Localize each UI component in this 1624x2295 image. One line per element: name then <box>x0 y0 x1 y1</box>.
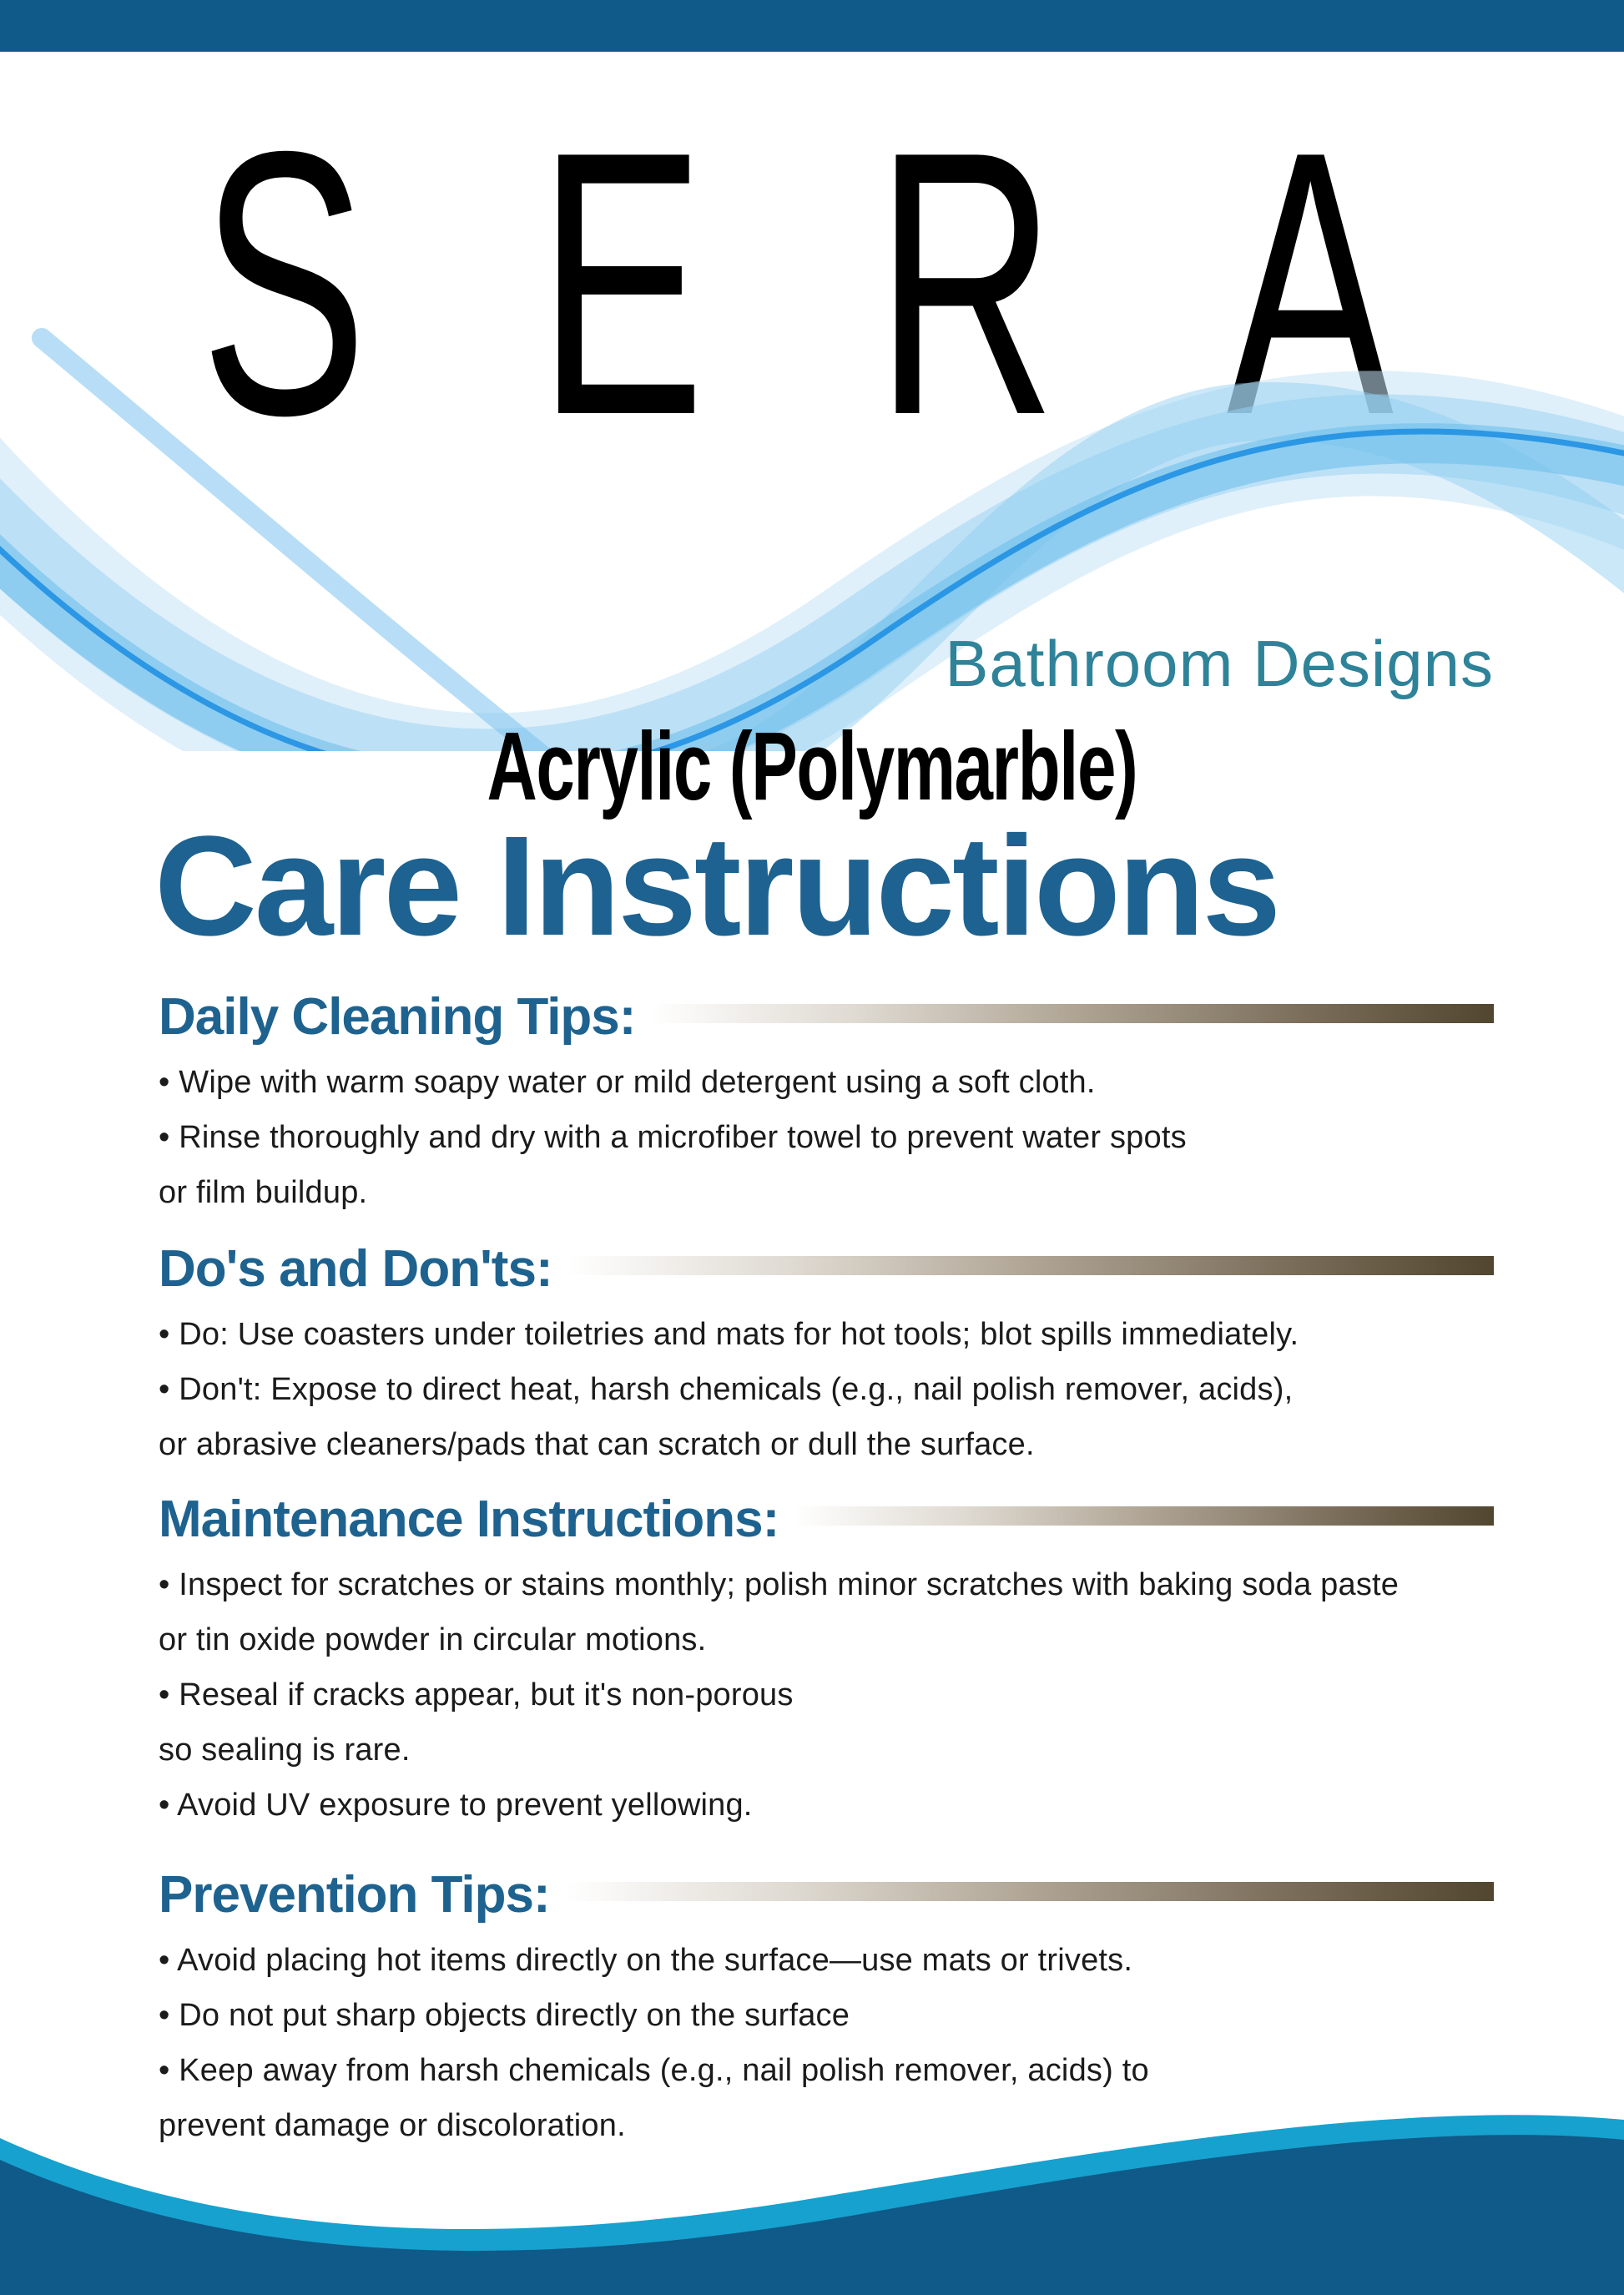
section-heading: Prevention Tips: <box>159 1866 550 1924</box>
section-dos-and-donts <box>159 1238 1577 1472</box>
bullet-line: • Avoid UV exposure to prevent yellowing. <box>159 1788 753 1823</box>
bullet-list <box>159 1307 1577 1472</box>
bullet-line: or abrasive cleaners/pads that can scratch or dull the surface. <box>159 1427 1035 1462</box>
section-heading-row <box>159 1489 1494 1551</box>
section-daily-cleaning-tips <box>159 986 1577 1220</box>
bullet-list <box>159 1557 1577 1833</box>
section-heading: Do's and Don'ts: <box>159 1240 552 1298</box>
bullet-line: • Wipe with warm soapy water or mild detergent using a soft cloth. <box>159 1065 1096 1100</box>
heading-underline-bar <box>794 1506 1494 1526</box>
top-accent-bar <box>0 0 1624 52</box>
page-title: Care Instructions <box>154 807 1279 966</box>
logo-letter: R <box>875 73 1057 493</box>
brand-logo <box>200 73 1394 493</box>
logo-letter: E <box>537 73 705 493</box>
brand-tagline: Bathroom Designs <box>945 627 1494 700</box>
wave-strand-left <box>42 338 843 751</box>
bullet-line: or film buildup. <box>159 1175 368 1210</box>
bullet-line: • Do: Use coasters under toiletries and mats for hot tools; blot spills immediately. <box>159 1317 1299 1352</box>
bullet-line: so sealing is rare. <box>159 1733 411 1768</box>
heading-underline-bar <box>567 1256 1494 1275</box>
section-heading: Daily Cleaning Tips: <box>159 988 636 1046</box>
bullet-list <box>159 1055 1577 1220</box>
bullet-line: • Do not put sharp objects directly on the surface <box>159 1998 850 2033</box>
logo-letter: S <box>200 73 368 493</box>
bullet-line: • Don't: Expose to direct heat, harsh chemicals (e.g., nail polish remover, acids), <box>159 1372 1294 1407</box>
bullet-line: • Avoid placing hot items directly on the surface—use mats or trivets. <box>159 1943 1133 1978</box>
footer-wave-graphic <box>0 2078 1624 2295</box>
bullet-line: • Inspect for scratches or stains monthly; polish minor scratches with baking soda paste <box>159 1567 1400 1602</box>
care-sections <box>159 986 1577 2153</box>
section-heading-row <box>159 986 1494 1048</box>
section-heading-row <box>159 1238 1494 1300</box>
bullet-line: • Rinse thoroughly and dry with a microfiber towel to prevent water spots <box>159 1120 1187 1155</box>
bullet-line: • Reseal if cracks appear, but it's non-porous <box>159 1677 794 1712</box>
heading-underline-bar <box>650 1004 1494 1023</box>
section-heading: Maintenance Instructions: <box>159 1490 779 1548</box>
heading-underline-bar <box>565 1882 1494 1901</box>
product-subtitle-text: Acrylic (Polymarble) <box>487 712 1137 820</box>
bullet-line: • Keep away from harsh chemicals (e.g., nail polish remover, acids) to <box>159 2053 1149 2088</box>
logo-letter: A <box>1226 73 1394 493</box>
section-maintenance-instructions <box>159 1489 1577 1833</box>
bullet-line: or tin oxide powder in circular motions. <box>159 1622 707 1657</box>
product-subtitle <box>0 712 1624 820</box>
section-heading-row <box>159 1864 1494 1926</box>
bullet-line: prevent damage or discoloration. <box>159 2108 626 2143</box>
